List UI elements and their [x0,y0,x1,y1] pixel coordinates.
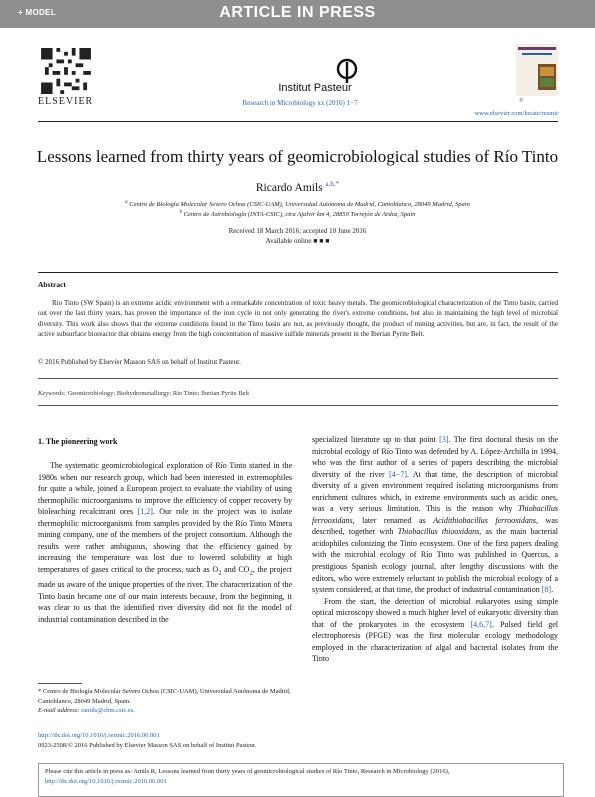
abstract-text: Río Tinto (SW Spain) is an extreme acidic environment with a remarkable concentration of toxic heavy metals. The geomicrobiological characterization of the Tinto basin, carried out over the last thirty years, has proven the importance of the iron cycle in not only generating the river's extreme conditions, but also in maintaining the high level of microbial diversity. This work also shows that the extreme conditions found in the Tinto basin are not, as previously thought, the product of mining activities, but are, in fact, the result of the active subsurface bioreactor that obtains energy from the high concentration of massive sulfide minerals present in the Iberian Pyrite Belt. [38,299,558,338]
author-email-link[interactable]: ramils@cbm.csic.es [81,707,134,714]
citation-link[interactable]: [4−7] [389,469,407,479]
journal-cover-icon [516,44,558,96]
section-heading: 1. The pioneering work [38,437,118,446]
author-affiliation-marks[interactable]: a,b, [325,180,336,188]
footnote-divider [38,683,82,684]
doi-link[interactable]: http://dx.doi.org/10.1016/j.resmic.2016.06.001 [38,732,160,739]
received-dates: Received 18 March 2016; accepted 10 June 2016 [228,227,367,235]
citation-notice-box: Please cite this article in press as: Amils R, Lessons learned from thirty years of geomicrobiological studies of Río Tinto, Research in Microbiology (2016), http://dx.doi.org/10.1016/j.resmic.2016.06.001 [38,763,564,797]
paragraph: From the start, the detection of microbial eukaryotes using simple optical microscopy showed a much higher level of eukaryotic diversity than that of the prokaryotes in the ecosystem [4,6,7]. Pulsed field gel electrophoresis (PFGE) was the first molecular ecology methodology employed in the characterization of algal and bacterial isolates from the Tinto [312,596,558,664]
article-in-press-banner [0,0,595,28]
abstract-copyright: © 2016 Published by Elsevier Masson SAS on behalf of Institut Pasteur. [38,358,241,366]
article-title: Lessons learned from thirty years of geomicrobiological studies of Río Tinto [36,147,559,166]
citation-link[interactable]: [1,2] [137,507,153,517]
qr-code-icon [40,48,92,94]
journal-website-link[interactable]: www.elsevier.com/locate/resmic [474,110,559,117]
citation-link[interactable]: [4,6,7] [470,619,492,629]
affiliation-b: $^b$ Centro de Astrobiología (INTA-CSIC), ctra Ajalvir km 4, 28850 Torrejón de Ardoz, Spain [179,210,416,219]
keywords-label: Keywords: [38,390,66,397]
keywords-text: Geomicrobiology; Biohydrometallurgy; Río Tinto; Iberian Pyrite Belt [67,390,250,397]
available-online: Available online ■ ■ ■ [265,237,330,245]
citation-doi-link[interactable]: http://dx.doi.org/10.1016/j.resmic.2016.06.001 [45,777,167,785]
keywords-line [38,390,249,397]
journal-citation[interactable]: Research in Microbiology xx (2016) 1−7 [242,99,358,107]
cover-registered-mark: ® [519,98,524,104]
keywords-bottom-divider [38,405,558,406]
body-column-right [312,434,558,665]
citation-link[interactable]: [3] [439,435,449,444]
author-line [0,180,595,194]
author-name: Ricardo Amils [255,181,323,194]
issn-line: 0923-2508/© 2016 Published by Elsevier Masson SAS on behalf of Institut Pasteur. [38,742,257,749]
body-column-left [38,460,292,625]
banner-title: ARTICLE IN PRESS [219,4,376,21]
abstract-top-divider [38,272,558,273]
affiliation-a: $^a$ Centro de Biología Molecular Severo Ochoa (CSIC-UAM), Universidad Autónoma de Madrid, Cantoblanco, 28049 Madrid, Spain [125,200,470,209]
corresponding-author-mark[interactable]: * [335,180,340,188]
citation-link[interactable]: [8] [541,585,552,595]
paragraph: specialized literature up to that point [3]. The first doctoral thesis on the microbial ecology of Río Tinto was defended by A. López-Archilla in 1994, who was the first author of a series of papers describing the microbial diversity of the river [4−7]. At that time, the description of microbial diversity of a given environment required isolating microorganisms from enrichment cultures which, in extreme environments such as acidic ones, was a very serious limitation. This is the reason why Thiobacillus ferrooxidans, later renamed as Acidithiobacillus ferrooxidans, was described, together with Thiobacillus thiooxidans, as the main bacterial acidophiles colonizing the Tinto ecosystem. One of the first papers dealing with the microbial ecology of Río Tinto was published in Quercus, a prestigious Spanish ecology journal, after lengthy discussions with the editors, who were extremely reluctant to publish the microbial ecology of a system considered, at that time, the product of industrial contamination [8]. [312,435,558,595]
institut-pasteur-logo-icon [336,58,358,84]
keywords-top-divider [38,378,558,379]
model-label: + MODEL [18,8,56,17]
abstract-heading: Abstract [38,280,66,289]
header-divider [38,121,558,122]
corresponding-author-footnote: * Centro de Biología Molecular Severo Ochoa (CSIC-UAM), Universidad Autónoma de Madrid, Cantoblanco, 28049 Madrid, Spain. E-mail address: ramils@cbm.csic.es. [38,688,291,714]
elsevier-logo-text: ELSEVIER [38,96,94,107]
institute-name: Institut Pasteur [278,82,352,94]
paragraph: The systematic geomicrobiological exploration of Río Tinto started in the 1980s when our research group, which had been interested in extremophiles for quite a while, joined a European project to evaluate the viability of using thermophilic microorganisms to improve the efficiency of copper recovery by bioleaching recalcitrant ores [1,2]. Our role in the project was to isolate thermophilic microorganisms from samples provided by the Río Tinto Minera mining company, one of the members of the project consortium. Although the results were rather ambiguous, showing that the efficiency gained by increasing the temperature was lost due to lowered solubility at high temperatures of gases critical to the process, such as $O_2$ and $CO_2$, the project made us aware of the unique properties of the river. The characterization of the Tinto basin became one of our main interests because, from the beginning, it was clear to us that the identified river diversity did not fit the model of industrial contamination described in the [38,461,293,624]
